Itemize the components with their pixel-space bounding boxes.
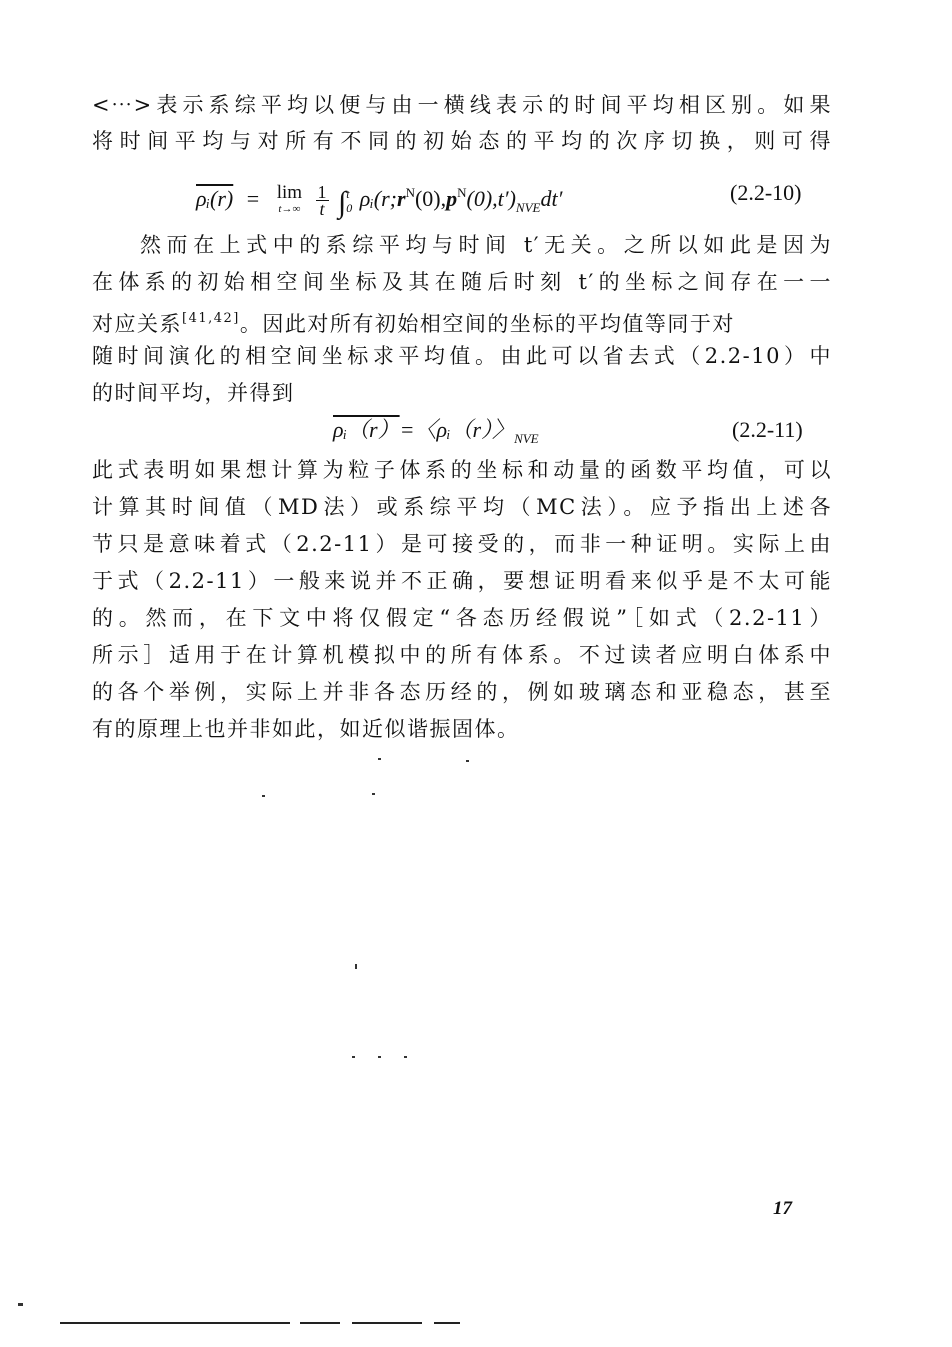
citation-ref: [41,42] <box>182 311 240 326</box>
integral-sign: ∫ <box>338 186 347 219</box>
eq10-rN-sup: N <box>405 185 415 200</box>
eq10-pN: p <box>446 186 458 211</box>
paragraph3-line7: 的各个举例，实际上并非各态历经的，例如玻璃态和亚稳态，甚至 <box>92 680 832 704</box>
scan-speck <box>355 964 357 969</box>
scan-speck <box>372 793 375 795</box>
eq10-tail: (0),t′) <box>466 186 516 211</box>
eq11-rhs: =〈ρᵢ（r）〉 <box>399 417 515 442</box>
paragraph3-line2: 计算其时间值（MD法）或系综平均（MC法）。应予指出上述各 <box>92 495 832 519</box>
eq10-rN: r <box>397 186 406 211</box>
eq10-pN-sup: N <box>457 185 467 200</box>
paragraph3-line5: 的。然而，在下文中将仅假定“各态历经假说”［如式（2.2-11） <box>92 606 832 630</box>
paragraph1-line2: 将时间平均与对所有不同的初始态的平均的次序切换，则可得 <box>92 129 832 153</box>
equation-2-2-10 <box>196 178 562 223</box>
eq10-frac-den: t <box>319 199 325 220</box>
paragraph3-line8: 有的原理上也并非如此，如近似谐振固体。 <box>92 717 520 741</box>
paragraph3-line1: 此式表明如果想计算为粒子体系的坐标和动量的函数平均值，可以 <box>92 458 832 482</box>
paragraph2-line5: 的时间平均，并得到 <box>92 381 295 405</box>
scan-speck <box>262 795 265 797</box>
eq10-int-upper: t <box>346 186 350 201</box>
eq10-mid: (0), <box>414 186 447 211</box>
page-number: 17 <box>773 1198 792 1219</box>
paragraph2-line3-b: 。因此对所有初始相空间的坐标的平均值等同于对 <box>239 312 735 336</box>
paragraph2-line3-a: 对应关系 <box>92 312 182 336</box>
eq10-body: ρᵢ(r; <box>359 186 398 211</box>
eq10-dt: dt′ <box>540 186 563 211</box>
scan-speck <box>378 1056 381 1058</box>
eq10-sub: NVE <box>515 200 541 215</box>
eq10-fraction <box>316 182 329 220</box>
scan-speck <box>466 760 469 762</box>
eq10-int-lower: 0 <box>346 200 353 215</box>
paragraph2-line3 <box>92 304 832 339</box>
eq10-equals: = <box>246 186 260 211</box>
footer-scan-line <box>434 1322 460 1324</box>
equation-2-2-11-label: (2.2-11) <box>732 417 803 442</box>
paragraph2-line2: 在体系的初始相空间坐标及其在随后时刻 t′的坐标之间存在一一 <box>92 270 832 294</box>
paragraph3-line4: 于式（2.2-11）一般来说并不正确，要想证明看来似乎是不太可能 <box>92 569 832 593</box>
eq11-sub: NVE <box>514 431 539 446</box>
scan-speck <box>352 1056 355 1058</box>
paragraph1-line1: <⋯>表示系综平均以便与由一横线表示的时间平均相区别。如果 <box>92 93 832 117</box>
paragraph2-line4: 随时间演化的相空间坐标求平均值。由此可以省去式（2.2-10）中 <box>92 344 832 368</box>
footer-scan-line <box>300 1322 340 1324</box>
eq10-limit <box>276 181 303 217</box>
paragraph3-line3: 节只是意味着式（2.2-11）是可接受的，而非一种证明。实际上由 <box>92 532 832 556</box>
paragraph3-line6: 所示］适用于在计算机模拟中的所有体系。不过读者应明白体系中 <box>92 643 832 667</box>
footer-scan-line <box>60 1322 290 1324</box>
equation-2-2-10-label: (2.2-10) <box>730 180 802 205</box>
footer-scan-line <box>352 1322 422 1324</box>
scan-speck <box>18 1303 23 1306</box>
scan-speck <box>404 1056 407 1058</box>
equation-2-2-11 <box>333 415 539 454</box>
eq10-frac-num: 1 <box>317 182 327 203</box>
eq10-lim-sub: t→∞ <box>278 202 301 215</box>
eq10-lim-text: lim <box>276 181 303 203</box>
eq10-lhs: ρᵢ(r) <box>196 186 234 211</box>
eq11-lhs: ρᵢ（r） <box>333 417 400 442</box>
scan-speck <box>378 758 381 760</box>
paragraph2-line1: 然而在上式中的系综平均与时间 t′无关。之所以如此是因为 <box>140 233 832 257</box>
eq10-integral-limits <box>346 187 352 215</box>
